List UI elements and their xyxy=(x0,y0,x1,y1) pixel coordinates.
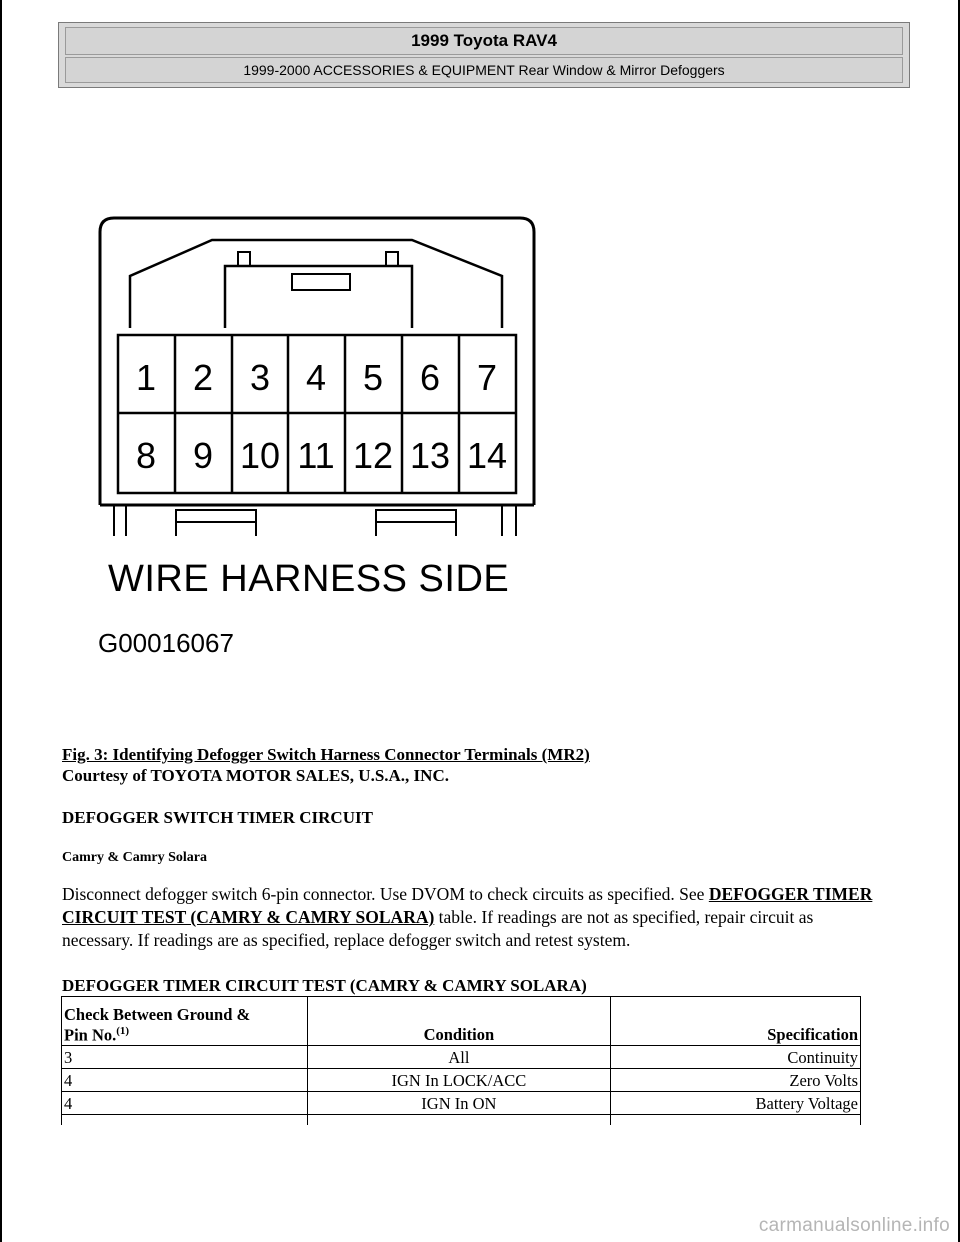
condition-cell: IGN In ON xyxy=(307,1092,610,1115)
column-header-pin xyxy=(62,997,308,1046)
condition-cell: IGN In LOCK/ACC xyxy=(307,1069,610,1092)
page-left-border xyxy=(0,0,2,1242)
pin-label: 4 xyxy=(305,357,327,398)
condition-cell: All xyxy=(307,1046,610,1069)
footnote-marker: (1) xyxy=(116,1024,130,1037)
pin-label: 13 xyxy=(409,435,451,476)
column-header-condition: Condition xyxy=(307,997,610,1046)
figure-caption-title: Fig. 3: Identifying Defogger Switch Harness Connector Terminals (MR2) xyxy=(62,745,590,764)
specification-cell: Zero Volts xyxy=(611,1069,861,1092)
table-row-continued xyxy=(62,1115,861,1126)
sub-heading: Camry & Camry Solara xyxy=(62,850,208,865)
pin-label: 10 xyxy=(239,435,281,476)
header-subtitle: 1999-2000 ACCESSORIES & EQUIPMENT Rear Window & Mirror Defoggers xyxy=(65,57,903,83)
pin-label: 8 xyxy=(135,435,157,476)
timer-circuit-test-table xyxy=(61,996,861,1125)
empty-cell xyxy=(611,1115,861,1126)
pin-label: 2 xyxy=(192,357,214,398)
figure-caption-courtesy: Courtesy of TOYOTA MOTOR SALES, U.S.A., INC. xyxy=(62,766,449,785)
pin-cell: 4 xyxy=(62,1092,308,1115)
figure-code: G00016067 xyxy=(98,628,234,658)
specification-cell: Continuity xyxy=(611,1046,861,1069)
connector-figure xyxy=(90,210,550,670)
column-header-text: Pin No. xyxy=(64,1025,117,1044)
column-header-text: Check Between Ground & xyxy=(64,1004,251,1024)
site-watermark: carmanualsonline.info xyxy=(758,1215,950,1236)
table-reference-link[interactable]: DEFOGGER TIMER CIRCUIT TEST (CAMRY & CAMRY SOLARA) xyxy=(62,884,873,927)
table-row xyxy=(62,1092,861,1115)
pin-label: 5 xyxy=(362,357,384,398)
wire-harness-side-label: WIRE HARNESS SIDE xyxy=(108,558,510,600)
pin-label: 3 xyxy=(249,357,271,398)
paragraph-text: table. If readings are not as specified, repair circuit as necessary. If readings are as specified, replace defogger switch and retest system. xyxy=(62,907,814,950)
empty-cell xyxy=(62,1115,308,1126)
document-header xyxy=(58,22,910,88)
table-row xyxy=(62,1046,861,1069)
specification-cell: Battery Voltage xyxy=(611,1092,861,1115)
paragraph-text: Disconnect defogger switch 6-pin connector. Use DVOM to check circuits as specified. See xyxy=(62,884,709,904)
pin-label: 11 xyxy=(297,435,335,476)
table-header-row xyxy=(62,997,861,1046)
pin-label: 9 xyxy=(192,435,214,476)
header-title: 1999 Toyota RAV4 xyxy=(65,27,903,55)
pin-label: 7 xyxy=(476,357,498,398)
pin-label: 6 xyxy=(419,357,441,398)
section-heading: DEFOGGER SWITCH TIMER CIRCUIT xyxy=(62,808,373,827)
table-row xyxy=(62,1069,861,1092)
pin-label: 12 xyxy=(352,435,394,476)
pin-cell: 4 xyxy=(62,1069,308,1092)
empty-cell xyxy=(307,1115,610,1126)
table-title: DEFOGGER TIMER CIRCUIT TEST (CAMRY & CAMRY SOLARA) xyxy=(62,976,587,995)
body-paragraph xyxy=(62,883,882,952)
pin-label: 1 xyxy=(135,357,157,398)
pin-label: 14 xyxy=(466,435,508,476)
pin-cell: 3 xyxy=(62,1046,308,1069)
column-header-specification: Specification xyxy=(611,997,861,1046)
